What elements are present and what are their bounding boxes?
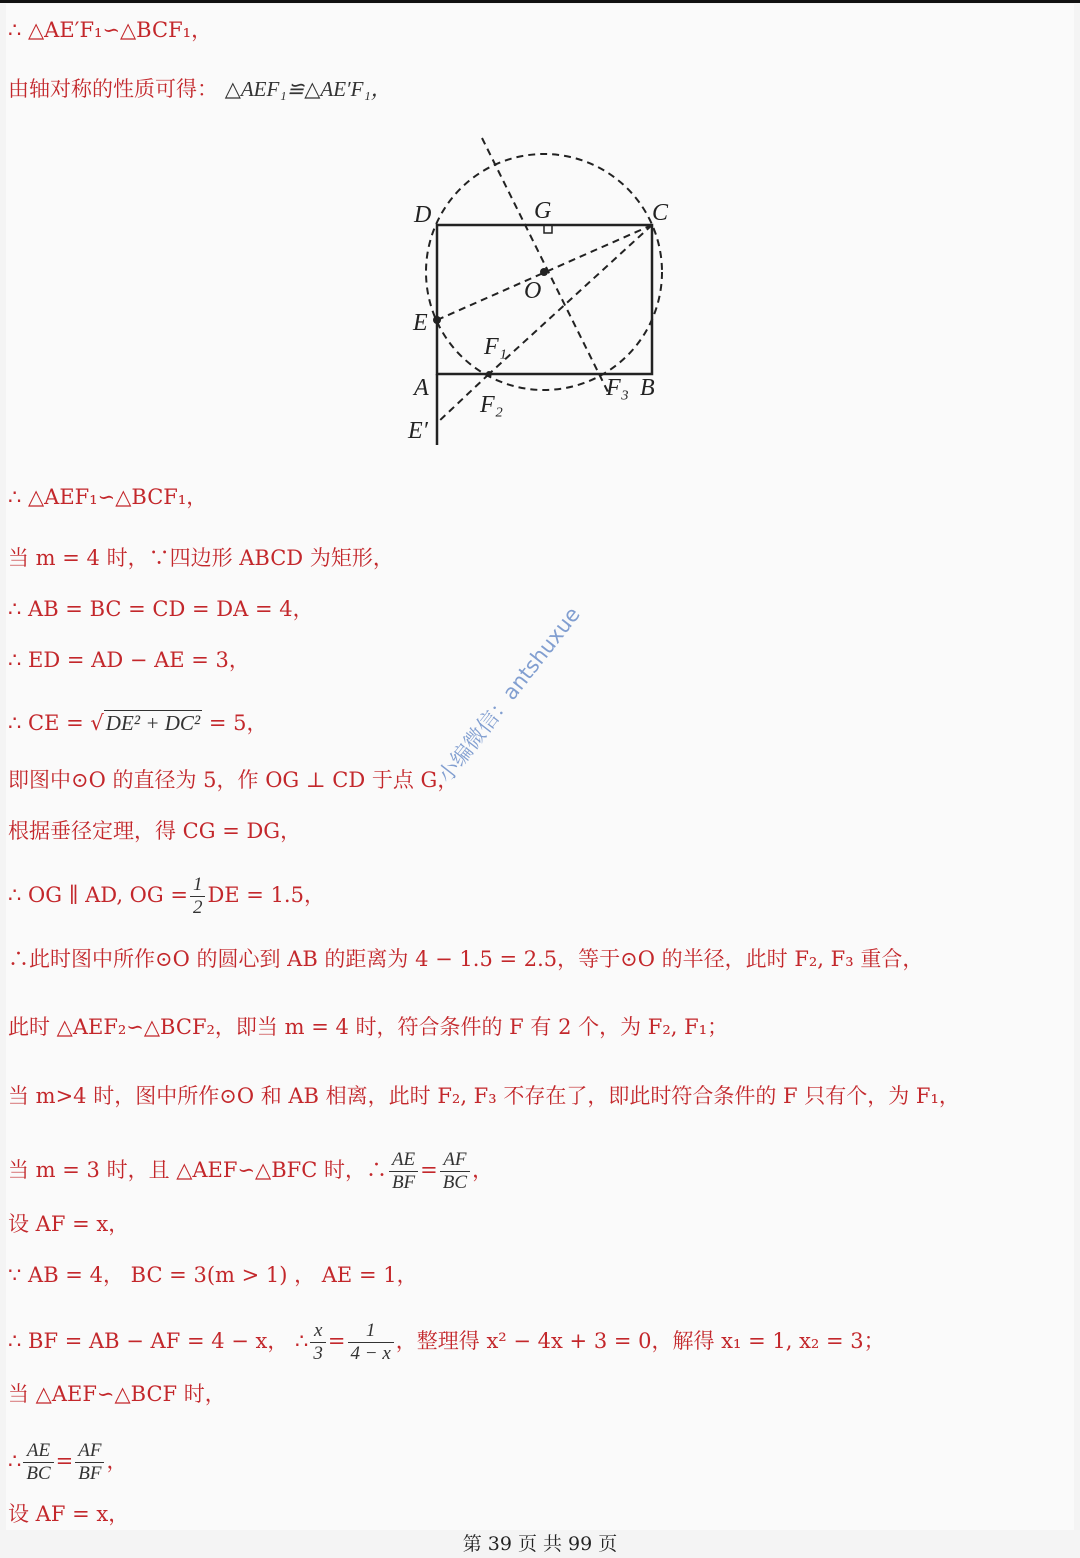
line-7: ∴ CE = √DE² + DC² = 5， <box>8 711 268 735</box>
line-cf <box>489 225 652 374</box>
fraction-half: $\frac{1}{2}$ <box>190 874 206 919</box>
label-a: A <box>414 375 429 401</box>
fraction-af-bf: $\frac{AF}{BF}$ <box>75 1440 104 1485</box>
label-o: O <box>524 278 542 304</box>
label-eprime: E′ <box>408 418 428 444</box>
line-16: ∵ AB = 4， BC = 3(m > 1) ， AE = 1， <box>8 1263 418 1287</box>
line-2: 由轴对称的性质可得： △AEF₁≌△AE′F₁， <box>8 77 392 101</box>
fraction-x-3: $\frac{x}{3}$ <box>310 1320 326 1365</box>
fraction-ae-bf: $\frac{AE}{BF}$ <box>389 1149 418 1194</box>
geometry-figure <box>400 130 700 450</box>
fraction-ae-bc: $\frac{AE}{BC}$ <box>23 1440 53 1485</box>
line-6: ∴ ED = AD − AE = 3， <box>8 648 250 672</box>
page-footer: 第 39 页 共 99 页 <box>462 1533 618 1555</box>
line-19: ∴ $\frac{AE}{BC}$ = $\frac{AF}{BF}$ ， <box>8 1440 128 1484</box>
label-f3: F₃ <box>606 375 630 401</box>
top-border <box>0 0 1080 3</box>
line-9: 根据垂径定理，得 CG = DG， <box>8 819 302 843</box>
line-1: ∴ △AE′F₁∽△BCF₁， <box>8 18 213 42</box>
rectangle-abcd <box>437 225 652 374</box>
line-12: 此时 △AEF₂∽△BCF₂，即当 m = 4 时，符合条件的 F 有 2 个，为 F₂, F₁； <box>8 1015 729 1039</box>
line-5: ∴ AB = BC = CD = DA = 4， <box>8 597 314 621</box>
point-o <box>540 268 548 276</box>
watermark: 小编微信：antshuxue <box>433 602 585 788</box>
line-18: 当 △AEF∽△BCF 时， <box>8 1382 226 1406</box>
fraction-af-bc: $\frac{AF}{BC}$ <box>440 1149 470 1194</box>
line-4: 当 m = 4 时，∵四边形 ABCD 为矩形， <box>8 546 394 570</box>
line-14: 当 m = 3 时，且 △AEF∽△BFC 时，∴ $\frac{AE}{BF}$ = $\frac{AF}{BC}$ ， <box>8 1149 494 1193</box>
line-10: ∴ OG ∥ AD, OG = $\frac{1}{2}$ DE = 1.5， <box>8 874 325 918</box>
line-8: 即图中⊙O 的直径为 5，作 OG ⊥ CD 于点 G， <box>8 768 459 792</box>
line-3: ∴ △AEF₁∽△BCF₁， <box>8 485 208 509</box>
label-e: E <box>413 310 428 336</box>
line-11: ∴此时图中所作⊙O 的圆心到 AB 的距离为 4 − 1.5 = 2.5，等于⊙O 的半径，此时 F₂, F₃ 重合， <box>8 947 924 971</box>
line-17: ∴ BF = AB − AF = 4 − x， ∴ $\frac{x}{3}$ = $\frac{1}{4 - x}$ ，整理得 x² − 4x + 3 = 0，解得 x₁ = 1, x₂ = 3； <box>8 1320 885 1364</box>
line-20: 设 AF = x， <box>8 1502 130 1526</box>
fraction-1-4mx: $\frac{1}{4 - x}$ <box>348 1320 394 1365</box>
label-d: D <box>414 202 432 228</box>
label-c: C <box>652 200 669 226</box>
label-g: G <box>534 198 552 224</box>
label-f1: F₁ <box>484 334 508 360</box>
label-b: B <box>640 375 655 401</box>
label-f2: F₂ <box>480 392 504 418</box>
point-f <box>486 371 492 377</box>
line-13: 当 m>4 时，图中所作⊙O 和 AB 相离，此时 F₂, F₃ 不存在了，即此时符合条件的 F 只有个，为 F₁， <box>8 1084 960 1108</box>
point-e <box>433 316 441 324</box>
line-15: 设 AF = x， <box>8 1212 130 1236</box>
